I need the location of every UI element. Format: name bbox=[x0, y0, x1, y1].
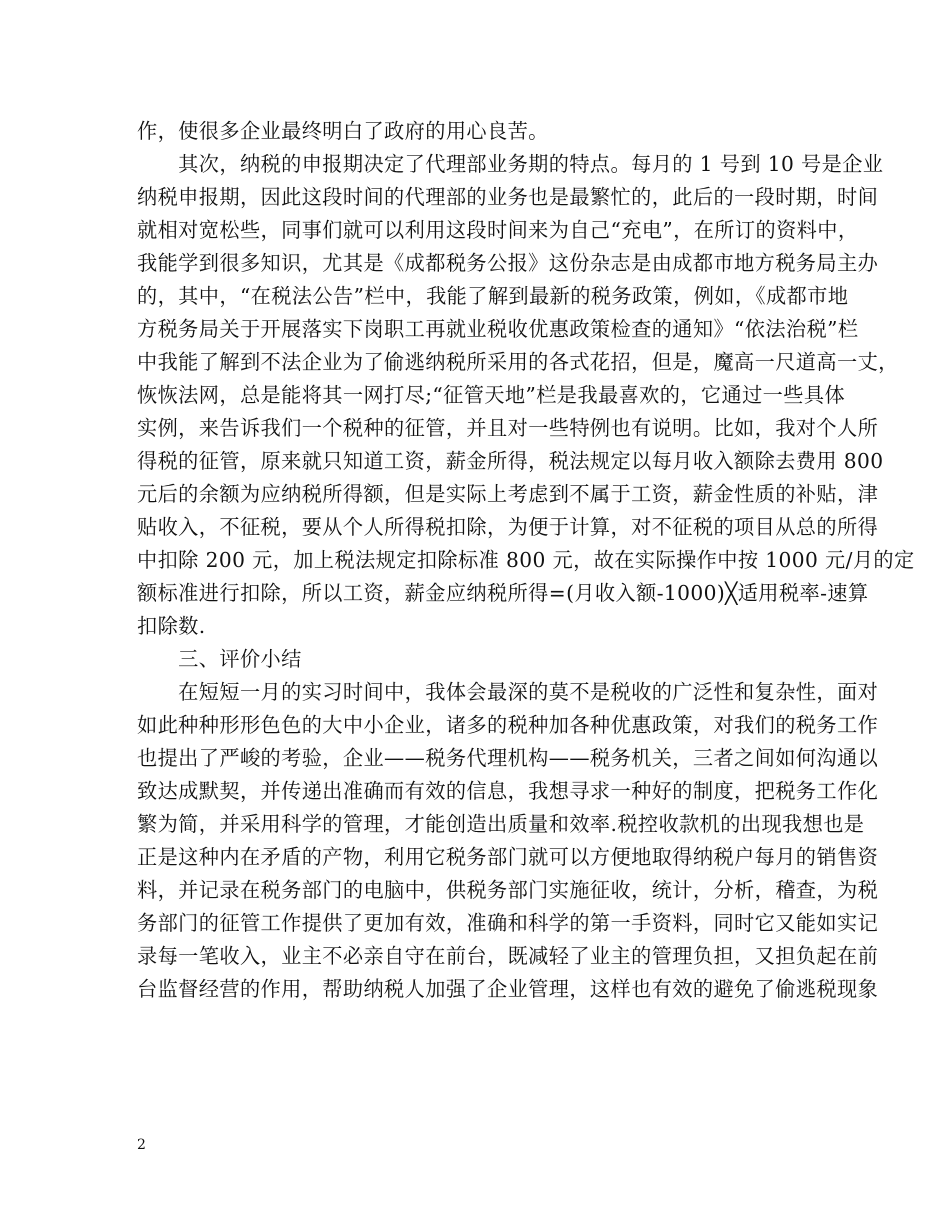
text-line: 贴收入，不征税，要从个人所得税扣除，为便于计算，对不征税的项目从总的所得 bbox=[137, 515, 879, 539]
text-line: 正是这种内在矛盾的产物，利用它税务部门就可以方便地取得纳税户每月的销售资 bbox=[137, 845, 879, 869]
text-line: 如此种种形形色色的大中小企业，诸多的税种加各种优惠政策，对我们的税务工作 bbox=[137, 713, 879, 737]
text-line: 恢恢法网，总是能将其一网打尽;“征管天地”栏是我最喜欢的，它通过一些具体 bbox=[137, 383, 846, 407]
text-line: 就相对宽松些，同事们就可以利用这段时间来为自己“充电”，在所订的资料中， bbox=[137, 218, 859, 242]
text-line: 纳税申报期，因此这段时间的代理部的业务也是最繁忙的，此后的一段时期，时间 bbox=[137, 185, 879, 209]
text-line: 扣除数. bbox=[137, 614, 206, 638]
body-text bbox=[137, 115, 915, 1006]
text-line: 致达成默契，并传递出准确而有效的信息，我想寻求一种好的制度，把税务工作化 bbox=[137, 779, 879, 803]
text-line: 的，其中，“在税法公告”栏中，我能了解到最新的税务政策，例如，《成都市地 bbox=[137, 284, 849, 308]
text-line: 中扣除 200 元，加上税法规定扣除标准 800 元，故在实际操作中按 1000 元/月的定 bbox=[137, 548, 915, 572]
text-line: 作，使很多企业最终明白了政府的用心良苦。 bbox=[137, 119, 549, 143]
section-heading: 三、评价小结 bbox=[137, 647, 302, 671]
text-line: 额标准进行扣除，所以工资，薪金应纳税所得=(月收入额-1000)╳适用税率-速算 bbox=[137, 581, 869, 605]
text-line: 得税的征管，原来就只知道工资，薪金所得，税法规定以每月收入额除去费用 800 bbox=[137, 449, 884, 473]
text-line: 元后的余额为应纳税所得额，但是实际上考虑到不属于工资，薪金性质的补贴，津 bbox=[137, 482, 879, 506]
page-number: 2 bbox=[137, 1137, 146, 1153]
text-line: 也提出了严峻的考验，企业——税务代理机构——税务机关，三者之间如何沟通以 bbox=[137, 746, 879, 770]
text-line: 方税务局关于开展落实下岗职工再就业税收优惠政策检查的通知》“依法治税”栏 bbox=[137, 317, 859, 341]
text-line: 我能学到很多知识，尤其是《成都税务公报》这份杂志是由成都市地方税务局主办 bbox=[137, 251, 879, 275]
text-line: 务部门的征管工作提供了更加有效，准确和科学的第一手资料，同时它又能如实记 bbox=[137, 911, 879, 935]
text-line: 繁为简，并采用科学的管理，才能创造出质量和效率.税控收款机的出现我想也是 bbox=[137, 812, 865, 836]
text-line: 台监督经营的作用，帮助纳税人加强了企业管理，这样也有效的避免了偷逃税现象 bbox=[137, 977, 879, 1001]
text-line: 实例，来告诉我们一个税种的征管，并且对一些特例也有说明。比如，我对个人所 bbox=[137, 416, 879, 440]
text-line: 中我能了解到不法企业为了偷逃纳税所采用的各式花招，但是，魔高一尺道高一丈， bbox=[137, 350, 899, 374]
text-line: 在短短一月的实习时间中，我体会最深的莫不是税收的广泛性和复杂性，面对 bbox=[137, 680, 879, 704]
text-line: 其次，纳税的申报期决定了代理部业务期的特点。每月的 1 号到 10 号是企业 bbox=[137, 152, 884, 176]
text-line: 料，并记录在税务部门的电脑中，供税务部门实施征收，统计，分析，稽查，为税 bbox=[137, 878, 879, 902]
text-line: 录每一笔收入，业主不必亲自守在前台，既减轻了业主的管理负担，又担负起在前 bbox=[137, 944, 879, 968]
